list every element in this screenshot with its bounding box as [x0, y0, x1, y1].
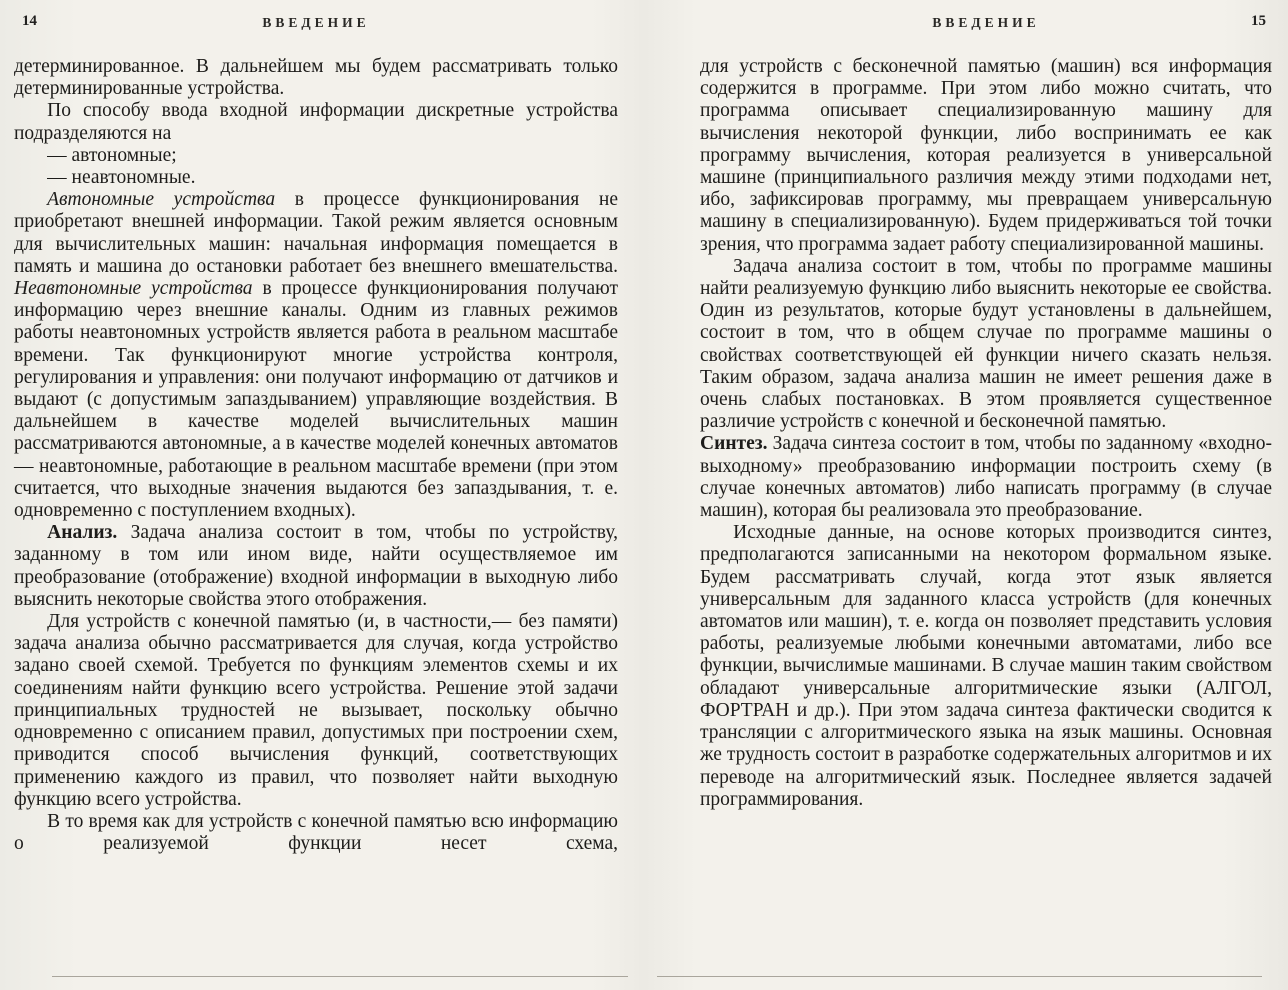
paragraph: Исходные данные, на основе которых производится синтез, предполагаются записанными на некотором формальном языке. Будем рассматривать случай, когда этот язык является универсальным для заданного класса устройств (для конечных автоматов или машин), т. е. когда он позволяет представить условия работы, реализуемые любыми конечными автоматами, либо все функции, вычислимые машинами. В случае машин таким свойством обладают универсальные алгоритмические языки (АЛГОЛ, ФОРТРАН и др.). При этом задача синтеза фактически сводится к трансляции с алгоритмического языка на язык машины. Основная же трудность состоит в разработке содержательных алгоритмов и их переводе на алгоритмический язык. Последнее является задачей программирования. — [700, 522, 1272, 810]
paragraph — [14, 522, 618, 611]
paragraph: Для устройств с конечной памятью (и, в частности,— без памяти) задача анализа обычно рассматривается для случая, когда устройство задано своей схемой. Требуется по функциям элементов схемы и их соединениям найти функцию всего устройства. Решение этой задачи принципиальных трудностей не вызывает, поскольку обычно одновременно с описанием правил, допустимых при построении схем, приводится способ вычисления функций, соответствующих применению каждого из правил, что позволяет найти выходную функцию всего устройства. — [14, 611, 618, 810]
page-number-left: 14 — [22, 13, 37, 29]
running-head-right: ВВЕДЕНИЕ — [932, 15, 1040, 30]
page-right — [644, 0, 1288, 990]
paragraph: детерминированное. В дальнейшем мы будем рассматривать только детерминированные устройства. — [14, 56, 618, 100]
page-header-right — [700, 12, 1272, 56]
paragraph: Задача анализа состоит в том, чтобы по программе машины найти реализуемую функцию либо выяснить некоторые ее свойства. Один из результатов, которые будут установлены в дальнейшем, состоит в том, что в общем случае по программе машины о свойствах соответствующей ей функции ничего сказать нельзя. Таким образом, задача анализа машин не имеет решения даже в очень слабых постановках. В этом проявляется существенное различие устройств с конечной и бесконечной памятью. — [700, 255, 1272, 433]
paragraph: для устройств с бесконечной памятью (машин) вся информация содержится в программе. При этом либо можно считать, что программа описывает специализированную машину для вычисления некоторой функции, либо воспринимать ее как программу вычисления, которая реализуется в универсальной машине (принципиального различия между этими подходами нет, ибо, зафиксировав программу, мы превращаем универсальную машину в специализированную). Будем придерживаться той точки зрения, что программа задает работу специализированной машины. — [700, 56, 1272, 255]
paragraph — [14, 189, 618, 522]
page-edge-line — [52, 976, 628, 977]
list-item: — неавтономные. — [47, 167, 196, 189]
page-body-right — [700, 56, 1272, 811]
paragraph: По способу ввода входной информации дискретные устройства подразделяются на — [14, 100, 618, 144]
term-italic: Неавтономные устройства — [14, 278, 253, 300]
page-body-left — [14, 56, 618, 855]
running-head-left: ВВЕДЕНИЕ — [262, 15, 370, 30]
page-edge-line — [657, 976, 1262, 977]
page-header-left — [14, 12, 618, 56]
run-in-heading: Анализ. — [47, 522, 118, 544]
paragraph — [700, 433, 1272, 522]
paragraph-text: Задача синтеза состоит в том, чтобы по заданному «входно-выходному» преобразованию информации построить схему (в случае конечных автоматов) либо написать программу (в случае машин), которая бы реализовала это преобразование. — [700, 433, 1272, 522]
list-item: — автономные; — [47, 144, 177, 166]
term-italic: Автономные устройства — [47, 189, 276, 211]
paragraph-text: Задача анализа состоит в том, чтобы по устройству, заданному в том или ином виде, найти осуществляемое им преобразование (отображение) входной информации в выходную либо выяснить некоторые свойства этого отображения. — [14, 522, 618, 610]
paragraph-text: в процессе функционирования не приобретают внешней информации. Такой режим является основным для вычислительных машин: начальная информация помещается в память и машина до остановки работает без внешнего вмешательства. — [14, 189, 618, 277]
paragraph: В то время как для устройств с конечной памятью всю информацию о реализуемой функции несет схема, — [14, 810, 618, 855]
page-number-right: 15 — [1251, 13, 1266, 29]
run-in-heading: Синтез. — [700, 433, 768, 455]
paragraph-text: в процессе функционирования получают информацию через внешние каналы. Одним из главных режимов работы неавтономных устройств является работа в реальном масштабе времени. Так функционируют многие устройства контроля, регулирования и управления: они получают информацию от датчиков и выдают (с допустимым запаздыванием) управляющие воздействия. В дальнейшем в качестве моделей вычислительных машин рассматриваются автономные, а в качестве моделей конечных автоматов — неавтономные, работающие в реальном масштабе времени (при этом считается, что выходные значения выдаются без запаздывания, т. е. одновременно с поступлением входных). — [14, 278, 618, 522]
